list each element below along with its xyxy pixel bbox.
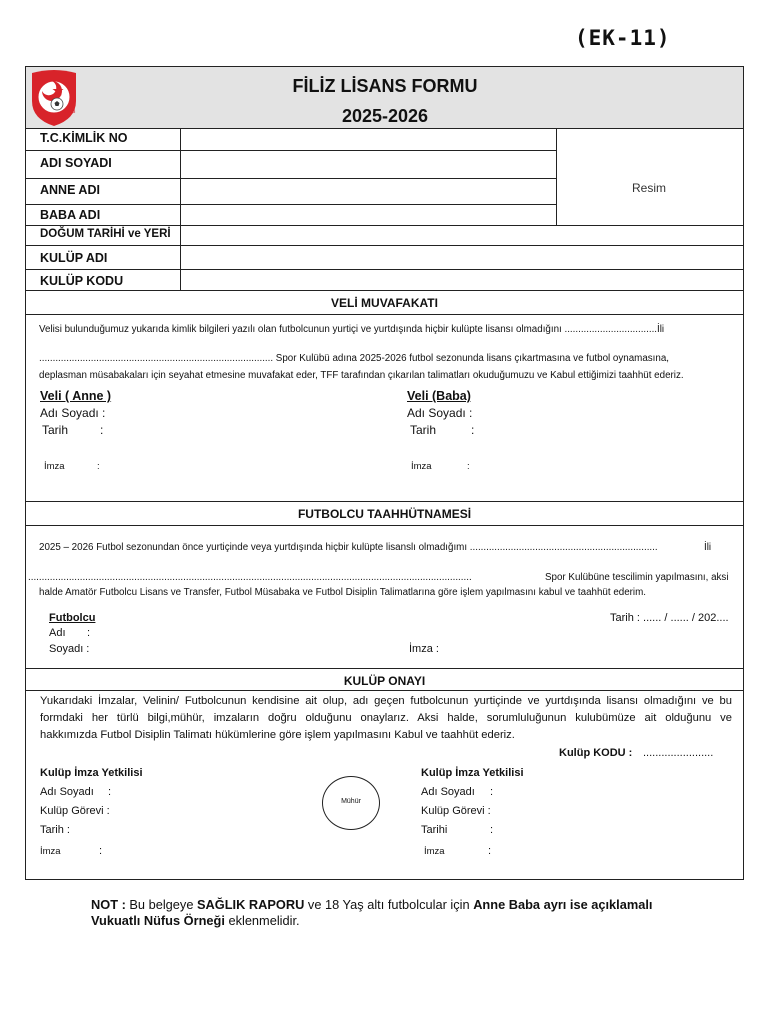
club-signatory-right-date-colon: :	[490, 824, 494, 836]
player-signature-label: İmza :	[409, 643, 439, 655]
father-signature-label: İmza	[411, 461, 432, 472]
club-approval-text2: formdaki her türlü bilgi,mühür, imzaların doğru olduğunu onaylarız. Aksi halde, sorumluluğunun kulubümüze ait olduğunu ve	[40, 712, 732, 724]
club-signatory-right-duty: Kulüp Görevi :	[421, 805, 491, 817]
club-approval-title: KULÜP ONAYI	[343, 674, 426, 688]
seal-label: Mühür	[341, 798, 361, 805]
club-signatory-left-heading: Kulüp İmza Yetkilisi	[40, 767, 143, 779]
club-code-dots: .......................	[643, 747, 714, 759]
tc-id-label: T.C.KİMLİK NO	[40, 131, 128, 145]
parent-consent-title: VELİ MUVAFAKATI	[331, 296, 438, 310]
form-season: 2025-2026	[341, 106, 429, 126]
footer-note: NOT : Bu belgeye SAĞLIK RAPORU ve 18 Yaş altı futbolcular için Anne Baba ayrı ise açıklamalı Vukuatlı Nüfus Örneği eklenmelidir.	[91, 897, 653, 928]
father-guardian-heading: Veli (Baba)	[407, 389, 471, 403]
club-signatory-left-date: Tarih :	[40, 824, 70, 836]
photo-placeholder: Resim	[632, 181, 667, 195]
player-commitment-line1: 2025 – 2026 Futbol sezonundan önce yurtiçinde veya yurtdışında hiçbir kulüpte lisanslı olmadığımı .....................................................................	[39, 542, 658, 553]
annex-label: (EK-11)	[575, 26, 671, 50]
club-signatory-left-name-colon: :	[108, 786, 112, 798]
club-approval-text3: hakkımızda Futbol Disiplin Talimatı hükümlerine göre işlem yapılmasını Kabul ve taahhüt ederiz.	[40, 729, 515, 741]
club-signatory-right-sign: İmza	[424, 846, 445, 857]
mother-date-colon: :	[100, 423, 104, 437]
mother-date-label: Tarih	[42, 423, 69, 437]
club-code-approval-label: Kulüp KODU :	[559, 747, 633, 759]
club-signatory-left-sign-colon: :	[99, 845, 103, 857]
club-signatory-right-sign-colon: :	[488, 845, 492, 857]
full-name-label: ADI SOYADI	[40, 156, 112, 170]
parent-consent-line1: Velisi bulunduğumuz yukarıda kimlik bilgileri yazılı olan futbolcunun yurtiçi ve yurtdışında hiçbir kulüpte lisansı olmadığını ..................................İli	[39, 324, 665, 335]
birth-label: DOĞUM TARİHİ ve YERİ	[40, 228, 171, 240]
father-name-label: BABA ADI	[40, 208, 101, 222]
father-signature-colon: :	[467, 461, 470, 472]
mother-signature-colon: :	[97, 461, 100, 472]
player-first-name-colon: :	[87, 627, 91, 639]
parent-consent-line2: ...................................................................................... Spor Kulübü adına 2025-2026 futbol sezonunda lisans çıkartmasına ve futbol oynamasına,	[39, 353, 670, 364]
player-commitment-line1-end: İli	[704, 542, 712, 553]
form-title: FİLİZ LİSANS FORMU	[292, 76, 478, 96]
father-date-label: Tarih	[410, 423, 437, 437]
club-approval-text1: Yukarıdaki İmzalar, Velinin/ Futbolcunun kendisine ait olup, adı geçen futbolcunun yurtiçinde ve yurtdışında lisansı olmadığını ve bu	[40, 695, 732, 707]
club-signatory-left-duty: Kulüp Görevi :	[40, 805, 110, 817]
player-commitment-title: FUTBOLCU TAAHHÜTNAMESİ	[297, 507, 472, 521]
player-first-name-label: Adı	[49, 627, 66, 639]
parent-consent-line3: deplasman müsabakaları için seyahat etmesine muvafakat eder, TFF tarafından çıkarılan talimatları okuduğumuzu ve Kabul ettiğimizi taahhüt ederiz.	[39, 370, 684, 381]
mother-signature-label: İmza	[44, 461, 65, 472]
player-heading: Futbolcu	[49, 612, 96, 624]
player-commitment-line2-end: Spor Kulübüne tescilimin yapılmasını, aksi	[545, 572, 729, 583]
mother-name-label: ANNE ADI	[40, 183, 100, 197]
father-name-field-label: Adı Soyadı :	[407, 406, 473, 420]
club-code-label: KULÜP KODU	[40, 274, 124, 288]
club-name-label: KULÜP ADI	[40, 251, 108, 265]
mother-guardian-heading: Veli ( Anne )	[40, 389, 112, 403]
club-signatory-right-name: Adı Soyadı	[421, 786, 475, 798]
mother-name-field-label: Adı Soyadı :	[40, 406, 106, 420]
club-signatory-right-date: Tarihi	[421, 824, 448, 836]
club-signatory-right-heading: Kulüp İmza Yetkilisi	[421, 767, 524, 779]
player-commitment-line2-dots: ...................................................................................................................................................................	[28, 572, 472, 583]
player-commitment-line3: halde Amatör Futbolcu Lisans ve Transfer, Futbol Müsabaka ve Futbol Disiplin Talimatlarına göre işlem yapılmasını kabul ve taahhüt ederim.	[39, 587, 646, 598]
logo-year: 1923	[64, 110, 76, 115]
player-date: Tarih : ...... / ...... / 202....	[610, 612, 729, 624]
club-signatory-left-sign: İmza	[40, 846, 61, 857]
player-surname-label: Soyadı :	[49, 643, 90, 655]
father-date-colon: :	[471, 423, 475, 437]
club-signatory-left-name: Adı Soyadı	[40, 786, 94, 798]
club-signatory-right-name-colon: :	[490, 786, 494, 798]
